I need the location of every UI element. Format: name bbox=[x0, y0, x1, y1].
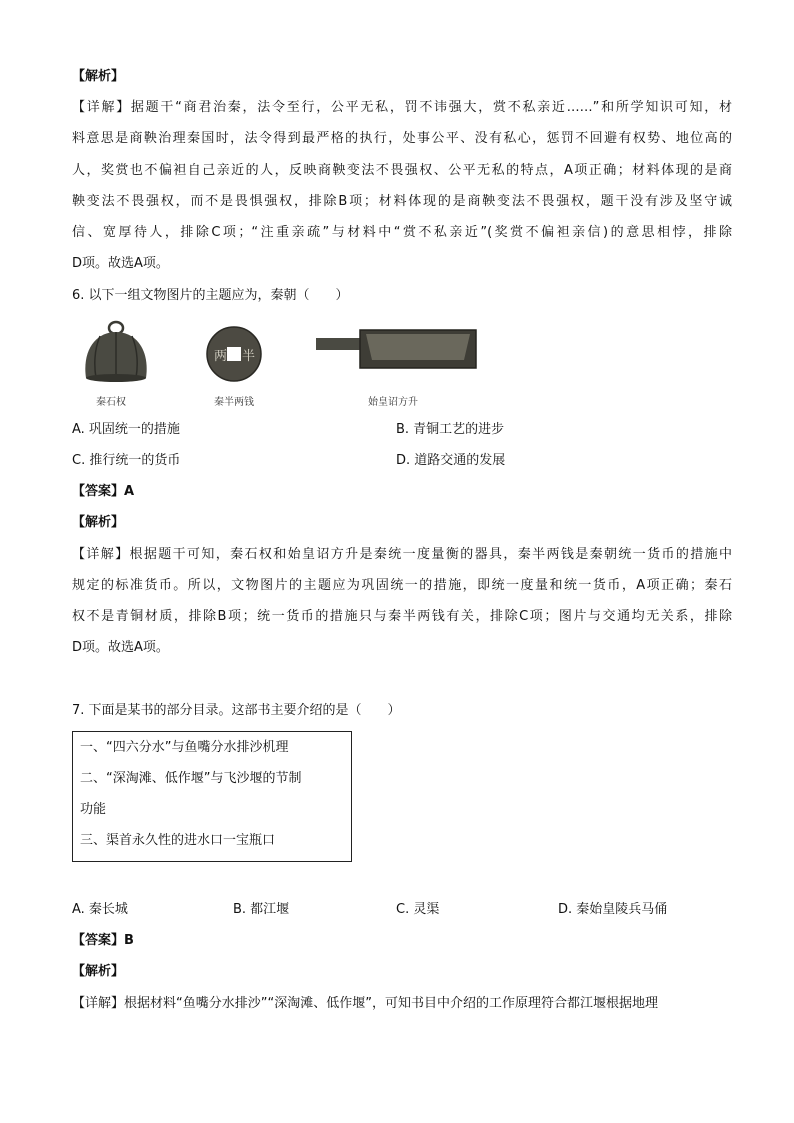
caption-banliang-coin: 秦半两钱 bbox=[214, 397, 254, 408]
toc-line-3: 功能 bbox=[80, 802, 107, 817]
toc-line-4: 三、渠首永久性的进水口一宝瓶口 bbox=[80, 833, 276, 848]
q6-option-d: D. 道路交通的发展 bbox=[396, 453, 506, 468]
q7-answer: 【答案】B bbox=[72, 933, 134, 948]
q7-analysis-label: 【解析】 bbox=[72, 964, 125, 979]
q5-detail-line-5: 信、宽厚待人，排除C项；“注重亲疏”与材料中“赏不私亲近”(奖赏不偏袒亲信)的意思相悖，排除 bbox=[72, 225, 732, 240]
q5-detail-line-1: 【详解】据题干“商君治秦，法令至行，公平无私，罚不讳强大，赏不私亲近……”和所学知识可知，材 bbox=[72, 100, 732, 115]
caption-bronze-measure: 始皇诏方升 bbox=[368, 397, 418, 408]
q5-detail-line-6: D项。故选A项。 bbox=[72, 256, 169, 271]
q6-detail-line-3: 权不是青铜材质，排除B项；统一货币的措施只与秦半两钱有关，排除C项；图片与交通均无关系，排除 bbox=[72, 609, 732, 624]
banliang-coin-icon bbox=[207, 327, 261, 381]
coin-char-left: 两 bbox=[214, 349, 228, 364]
q6-stem: 6. 以下一组文物图片的主题应为，秦朝（ ） bbox=[72, 288, 349, 303]
stone-weight-icon bbox=[85, 322, 146, 382]
toc-line-2: 二、“深淘滩、低作堰”与飞沙堰的节制 bbox=[80, 771, 302, 786]
q6-option-c: C. 推行统一的货币 bbox=[72, 453, 181, 468]
q7-option-c: C. 灵渠 bbox=[396, 902, 440, 917]
q5-detail-line-2: 料意思是商鞅治理秦国时，法令得到最严格的执行，处事公平、没有私心，惩罚不回避有权势、地位高的 bbox=[72, 131, 732, 146]
q6-detail-line-1: 【详解】根据题干可知，秦石权和始皇诏方升是秦统一度量衡的器具，秦半两钱是秦朝统一货币的措施中 bbox=[72, 547, 732, 562]
bronze-measure-icon bbox=[316, 330, 476, 368]
q6-answer: 【答案】A bbox=[72, 484, 135, 499]
q7-option-d: D. 秦始皇陵兵马俑 bbox=[558, 902, 668, 917]
q5-detail-line-4: 鞅变法不畏强权，而不是畏惧强权，排除B项；材料体现的是商鞅变法不畏强权，题干没有涉及坚守诚 bbox=[72, 194, 732, 209]
q6-option-a: A. 巩固统一的措施 bbox=[72, 422, 180, 437]
q6-detail-line-2: 规定的标准货币。所以，文物图片的主题应为巩固统一的措施，即统一度量和统一货币，A项正确；秦石 bbox=[72, 578, 732, 593]
q6-option-b: B. 青铜工艺的进步 bbox=[396, 422, 505, 437]
q6-detail-line-4: D项。故选A项。 bbox=[72, 640, 169, 655]
q7-detail-line-1: 【详解】根据材料“鱼嘴分水排沙”“深淘滩、低作堰”，可知书目中介绍的工作原理符合都江堰根据地理 bbox=[72, 996, 658, 1011]
toc-line-1: 一、“四六分水”与鱼嘴分水排沙机理 bbox=[80, 740, 289, 755]
q5-analysis-label: 【解析】 bbox=[72, 69, 125, 84]
coin-char-right: 半 bbox=[242, 349, 256, 364]
q5-detail-line-3: 人，奖赏也不偏袒自己亲近的人，反映商鞅变法不畏强权、公平无私的特点，A项正确；材料体现的是商 bbox=[72, 163, 732, 178]
q6-artifact-figure bbox=[72, 316, 492, 416]
q7-stem: 7. 下面是某书的部分目录。这部书主要介绍的是（ ） bbox=[72, 703, 401, 718]
caption-stone-weight: 秦石权 bbox=[96, 397, 126, 408]
q7-option-b: B. 都江堰 bbox=[233, 902, 290, 917]
q7-option-a: A. 秦长城 bbox=[72, 902, 128, 917]
q6-analysis-label: 【解析】 bbox=[72, 515, 125, 530]
